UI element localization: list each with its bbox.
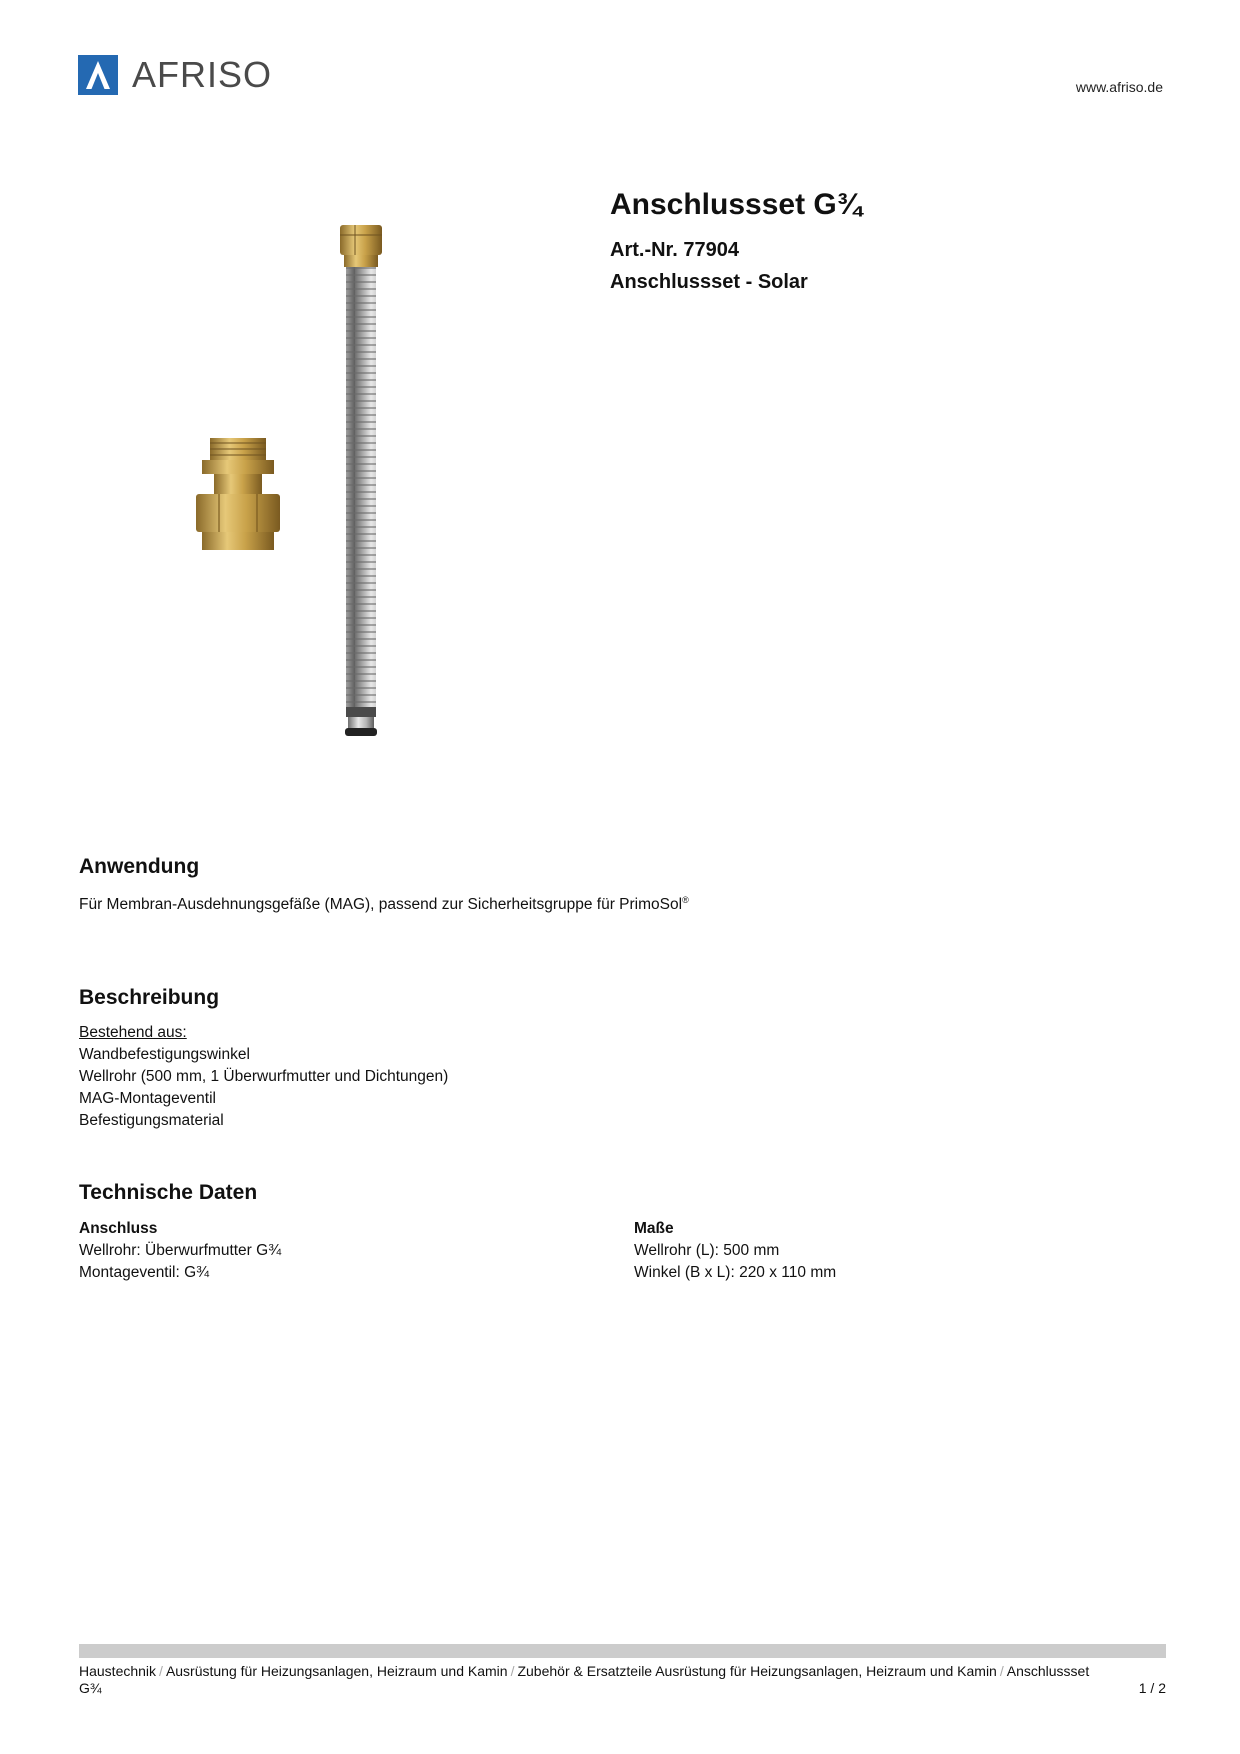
list-item: Wellrohr (500 mm, 1 Überwurfmutter und Dichtungen) <box>79 1068 449 1085</box>
tech-line: Winkel (B x L): 220 x 110 mm <box>634 1264 837 1281</box>
brand-logo[interactable] <box>78 55 272 95</box>
trademark-symbol: ® <box>682 895 689 905</box>
list-item: MAG-Montageventil <box>79 1090 216 1107</box>
list-item: Wandbefestigungswinkel <box>79 1046 250 1063</box>
brass-fitting <box>196 438 280 550</box>
anwendung-description: Für Membran-Ausdehnungsgefäße (MAG), passend zur Sicherheitsgruppe für PrimoSol <box>79 896 683 913</box>
tech-column-heading: Maße <box>634 1220 674 1237</box>
product-title: Anschlussset G¾ <box>610 188 862 221</box>
corrugated-pipe <box>340 225 382 736</box>
brand-name: AFRISO <box>132 54 273 95</box>
product-subtitle: Anschlussset - Solar <box>610 271 808 293</box>
connection-set-photo <box>180 220 480 760</box>
tech-line: Montageventil: G¾ <box>79 1264 210 1281</box>
beschreibung-list <box>79 1022 448 1132</box>
list-item: Befestigungsmaterial <box>79 1112 224 1129</box>
breadcrumb-item[interactable]: Zubehör & Ersatzteile Ausrüstung für Heizungsanlagen, Heizraum und Kamin <box>517 1663 997 1679</box>
breadcrumb-item[interactable]: Haustechnik <box>79 1663 157 1679</box>
tech-column-masse <box>634 1218 836 1284</box>
breadcrumb: Haustechnik / Ausrüstung für Heizungsanlagen, Heizraum und Kamin / Zubehör & Ersatzteile Ausrüstung für Heizungsanlagen, Heizraum und Kamin / Anschlussset G¾ <box>79 1663 1090 1696</box>
tech-line: Wellrohr (L): 500 mm <box>634 1242 780 1259</box>
tech-column-heading: Anschluss <box>79 1220 158 1237</box>
footer-divider <box>79 1644 1166 1658</box>
beschreibung-intro: Bestehend aus: <box>79 1024 187 1041</box>
page-number: 1 / 2 <box>1138 1680 1166 1696</box>
article-number: Art.-Nr. 77904 <box>610 239 739 261</box>
tech-line: Wellrohr: Überwurfmutter G¾ <box>79 1242 282 1259</box>
anwendung-text <box>79 894 689 916</box>
website-link[interactable]: www.afriso.de <box>1075 79 1163 95</box>
afriso-triangle-logo-icon <box>78 55 118 95</box>
tech-column-anschluss <box>79 1218 281 1284</box>
section-heading-technische-daten: Technische Daten <box>79 1181 258 1204</box>
breadcrumb-item[interactable]: Anschlussset G¾ <box>79 1663 1090 1696</box>
section-heading-anwendung: Anwendung <box>79 855 200 878</box>
section-heading-beschreibung: Beschreibung <box>79 986 220 1009</box>
breadcrumb-item[interactable]: Ausrüstung für Heizungsanlagen, Heizraum und Kamin <box>165 1663 508 1679</box>
